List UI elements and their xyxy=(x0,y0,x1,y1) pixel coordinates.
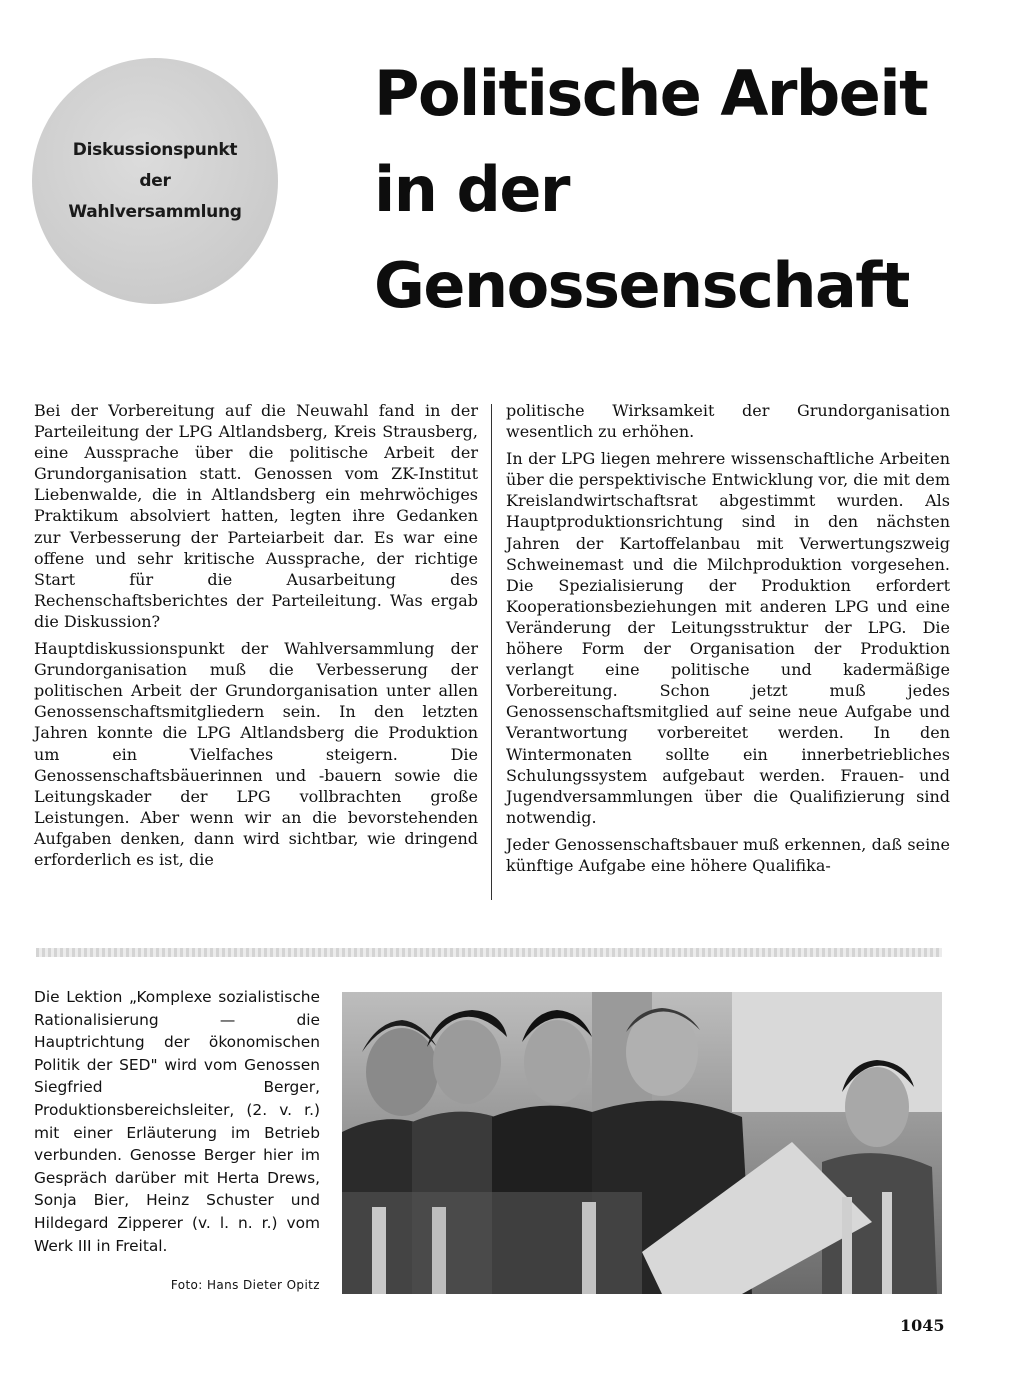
article-headline xyxy=(374,46,974,334)
article-column-left xyxy=(34,400,478,876)
badge-line-3: Wahlversammlung xyxy=(68,201,242,222)
discussion-badge xyxy=(32,58,278,304)
paragraph: Jeder Genossenschaftsbauer muß erkennen, daß seine künftige Aufgabe eine höhere Qualifika- xyxy=(506,834,950,875)
paragraph: Hauptdiskussionspunkt der Wahlversammlung der Grundorganisation muß die Verbesserung der politischen Arbeit der Grundorganisation unter allen Genossenschaftsmitgliedern sein. In den letzten Jahren konnte die LPG Altlandsberg die Produktion um ein Vielfaches steigern. Die Genossenschaftsbäuerinnen und -bauern sowie die Leitungskader der LPG vollbrachten große Leistungen. Aber wenn wir an die bevorstehenden Aufgaben denken, dann wird sichtbar, wie dringend erforderlich es ist, die xyxy=(34,639,478,869)
article-column-right xyxy=(506,400,950,882)
headline-line-2: in der xyxy=(374,153,569,226)
photo-credit: Foto: Hans Dieter Opitz xyxy=(170,1278,320,1292)
headline-line-3: Genossenschaft xyxy=(374,249,909,322)
photo-caption: Die Lektion „Komplexe sozialistische Rationalisierung — die Hauptrichtung der ökonomischen Politik der SED" wird vom Genossen Siegfried Berger, Produktionsbereichsleiter, (2. v. r.) mit einer Erläuterung im Betrieb verbunden. Genosse Berger hier im Gespräch darüber mit Herta Drews, Sonja Bier, Heinz Schuster und Hildegard Zipperer (v. l. n. r.) vom Werk III in Freital. xyxy=(34,988,320,1255)
column-divider xyxy=(491,404,492,900)
section-separator xyxy=(36,948,942,957)
headline-line-1: Politische Arbeit xyxy=(374,57,928,130)
badge-line-1: Diskussionspunkt xyxy=(72,139,238,160)
badge-line-2: der xyxy=(139,170,171,191)
paragraph: politische Wirksamkeit der Grundorganisation wesentlich zu erhöhen. xyxy=(506,401,950,442)
page-number: 1045 xyxy=(900,1316,945,1335)
paragraph: In der LPG liegen mehrere wissenschaftliche Arbeiten über die perspektivische Entwicklung vor, die mit dem Kreislandwirtschaftsrat abgestimmt wurden. Als Hauptproduktionsrichtung sind in den nächsten Jahren der Kartoffelanbau mit Verwertungszweig Schweinemast und die Milchproduktion vorgesehen. Die Spezialisierung der Produktion erfordert Kooperationsbeziehungen mit anderen LPG und eine Veränderung der Leitungsstruktur der LPG. Die höhere Form der Organisation der Produktion verlangt eine politische und kadermäßige Vorbereitung. Schon jetzt muß jedes Genossenschaftsmitglied auf seine neue Aufgabe und Verantwortung vorbereitet werden. In den Wintermonaten sollte ein innerbetriebliches Schulungssystem aufgebaut werden. Frauen- und Jugendversammlungen über die Qualifizierung sind notwendig. xyxy=(506,449,950,827)
photo-illustration xyxy=(342,992,942,1294)
article-photo xyxy=(342,992,942,1294)
paragraph: Bei der Vorbereitung auf die Neuwahl fand in der Parteileitung der LPG Altlandsberg, Kreis Strausberg, eine Aussprache über die politische Arbeit der Grundorganisation statt. Genossen vom ZK-Institut Liebenwalde, die in Altlandsberg ein mehrwöchiges Praktikum absolviert hatten, legten ihre Gedanken zur Verbesserung der Parteiarbeit dar. Es war eine offene und sehr kritische Aussprache, der richtige Start für die Ausarbeitung des Rechenschaftsberichtes der Parteileitung. Was ergab die Diskussion? xyxy=(34,401,478,631)
